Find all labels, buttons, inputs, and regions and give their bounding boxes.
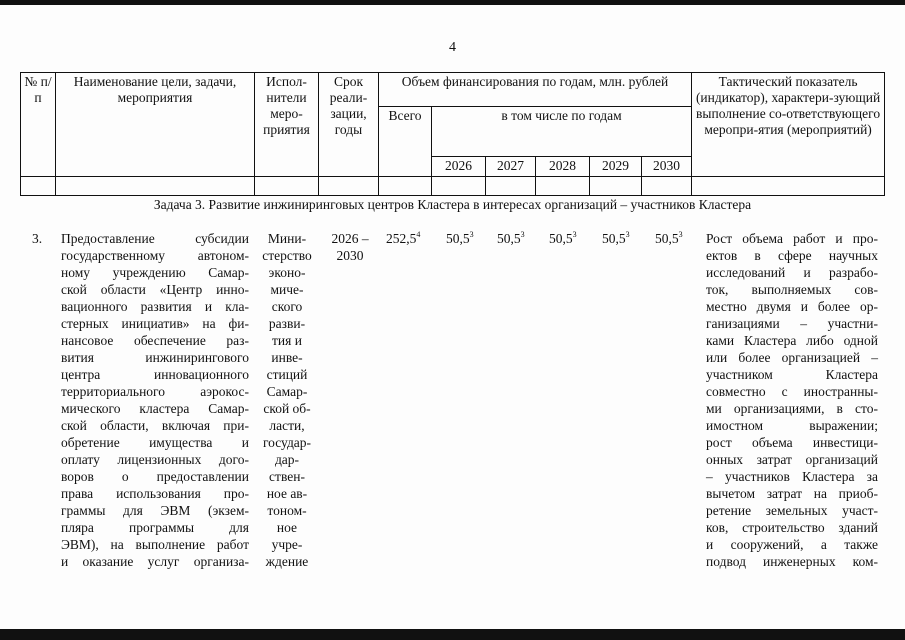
indicator-line: или более организацией – bbox=[706, 350, 878, 365]
name-line: обретение имущества и bbox=[61, 435, 249, 450]
empty-cell bbox=[486, 177, 536, 196]
page-number: 4 bbox=[449, 40, 456, 55]
executor-line: Самар- bbox=[266, 384, 308, 399]
header-num: № п/п bbox=[21, 73, 56, 177]
indicator-line: ками Кластера либо одной bbox=[706, 333, 878, 348]
footnote-mark: 3 bbox=[520, 229, 525, 239]
footnote-mark: 3 bbox=[469, 229, 474, 239]
name-line: оплату лицензионных дого- bbox=[61, 452, 249, 467]
term-line: 2030 bbox=[336, 248, 364, 263]
indicator-line: исследований и разрабо- bbox=[706, 265, 878, 280]
name-line: Предоставление субсидии bbox=[61, 231, 249, 246]
name-line: территориального аэрокос- bbox=[61, 384, 249, 399]
empty-cell bbox=[379, 177, 432, 196]
header-year-2026: 2026 bbox=[432, 157, 486, 177]
executor-line: Мини- bbox=[267, 231, 307, 246]
empty-cell bbox=[692, 177, 885, 196]
executor-line: тоном- bbox=[267, 503, 307, 518]
header-name: Наименование цели, задачи, мероприятия bbox=[56, 73, 255, 177]
indicator-line: подвод инженерных ком- bbox=[706, 554, 878, 569]
header-term: Срок реали-зации, годы bbox=[319, 73, 379, 177]
empty-cell bbox=[536, 177, 590, 196]
name-line: ЭВМ), на выполнение работ bbox=[61, 537, 249, 552]
name-line: пляра программы для bbox=[61, 520, 249, 535]
funding-value: 50,5 bbox=[549, 231, 573, 246]
footnote-mark: 3 bbox=[625, 229, 630, 239]
funding-value: 50,5 bbox=[446, 231, 470, 246]
funding-2026 bbox=[446, 230, 474, 247]
footnote-mark: 3 bbox=[572, 229, 577, 239]
funding-2028 bbox=[549, 230, 577, 247]
name-line: центра инновационного bbox=[61, 367, 249, 382]
header-by-year: в том числе по годам bbox=[432, 107, 692, 157]
empty-cell bbox=[21, 177, 56, 196]
indicator-line: ми организациями, в сто- bbox=[706, 401, 878, 416]
indicator-line: ков, строительство зданий bbox=[706, 520, 878, 535]
empty-cell bbox=[56, 177, 255, 196]
empty-cell bbox=[642, 177, 692, 196]
header-table bbox=[20, 72, 885, 196]
term-line: 2026 – bbox=[331, 231, 369, 246]
task-title: Задача 3. Развитие инжиниринговых центров Кластера в интересах организаций – участников Кластера bbox=[153, 197, 752, 212]
activity-term bbox=[327, 230, 373, 264]
empty-cell bbox=[432, 177, 486, 196]
name-line: ному учреждению Самар- bbox=[61, 265, 249, 280]
indicator-line: ток, выполняемых сов- bbox=[706, 282, 878, 297]
indicator-line: ретение земельных участ- bbox=[706, 503, 878, 518]
executor-line: миче- bbox=[270, 282, 304, 297]
funding-value: 50,5 bbox=[655, 231, 679, 246]
indicator-line: участником Кластера bbox=[706, 367, 878, 382]
executor-line: эконо- bbox=[268, 265, 306, 280]
name-line: права использования про- bbox=[61, 486, 249, 501]
indicator-line: ектов в сфере научных bbox=[706, 248, 878, 263]
name-line: ской области, включая при- bbox=[61, 418, 249, 433]
empty-cell bbox=[590, 177, 642, 196]
funding-total bbox=[386, 230, 420, 247]
executor-line: разви- bbox=[268, 316, 306, 331]
executor-line: ласти, bbox=[269, 418, 305, 433]
header-year-2029: 2029 bbox=[590, 157, 642, 177]
funding-total-value: 252,5 bbox=[386, 231, 417, 246]
executor-line: учре- bbox=[271, 537, 303, 552]
indicator-line: рост объема инвестици- bbox=[706, 435, 878, 450]
indicator-line: и сооружений, а также bbox=[706, 537, 878, 552]
executor-line: ждение bbox=[265, 554, 309, 569]
bottom-border bbox=[0, 629, 905, 640]
empty-cell bbox=[255, 177, 319, 196]
executor-line: ской об- bbox=[263, 401, 311, 416]
row-number: 3. bbox=[32, 231, 43, 246]
executor-line: стиций bbox=[266, 367, 308, 382]
executor-line: ное bbox=[276, 520, 298, 535]
name-line: воров о предоставлении bbox=[61, 469, 249, 484]
header-funding: Объем финансирования по годам, млн. рублей bbox=[379, 73, 692, 107]
indicator-line: – участников Кластера за bbox=[706, 469, 878, 484]
executor-line: ского bbox=[271, 299, 303, 314]
name-line: граммы для ЭВМ (экзем- bbox=[61, 503, 249, 518]
activity-name bbox=[61, 230, 249, 570]
executor-line: ствен- bbox=[269, 469, 305, 484]
name-line: вационного развития и кла- bbox=[61, 299, 249, 314]
top-border bbox=[0, 0, 905, 5]
name-line: мического кластера Самар- bbox=[61, 401, 249, 416]
header-executor: Испол-нители меро-приятия bbox=[255, 73, 319, 177]
name-line: стерных инициатив» на фи- bbox=[61, 316, 249, 331]
funding-2030 bbox=[655, 230, 683, 247]
indicator-line: вычетом затрат на приоб- bbox=[706, 486, 878, 501]
name-line: государственному автоном- bbox=[61, 248, 249, 263]
executor-line: тия и bbox=[272, 333, 302, 348]
funding-value: 50,5 bbox=[602, 231, 626, 246]
activity-indicator bbox=[706, 230, 878, 570]
executor-line: государ- bbox=[262, 435, 312, 450]
header-total: Всего bbox=[379, 107, 432, 177]
name-line: ской области «Центр инно- bbox=[61, 282, 249, 297]
footnote-mark: 4 bbox=[416, 229, 421, 239]
header-year-2030: 2030 bbox=[642, 157, 692, 177]
indicator-line: совместно с иностранны- bbox=[706, 384, 878, 399]
header-year-2027: 2027 bbox=[486, 157, 536, 177]
funding-2027 bbox=[497, 230, 525, 247]
executor-line: стерство bbox=[262, 248, 312, 263]
indicator-line: местно двумя и более ор- bbox=[706, 299, 878, 314]
footnote-mark: 3 bbox=[678, 229, 683, 239]
empty-cell bbox=[319, 177, 379, 196]
activity-executor bbox=[255, 230, 319, 570]
executor-line: дар- bbox=[274, 452, 300, 467]
indicator-line: онных затрат организаций bbox=[706, 452, 878, 467]
funding-2029 bbox=[602, 230, 630, 247]
executor-line: ное ав- bbox=[266, 486, 308, 501]
name-line: и оказание услуг организа- bbox=[61, 554, 249, 569]
indicator-line: Рост объема работ и про- bbox=[706, 231, 878, 246]
name-line: нансовое обеспечение раз- bbox=[61, 333, 249, 348]
header-year-2028: 2028 bbox=[536, 157, 590, 177]
executor-line: инве- bbox=[271, 350, 303, 365]
name-line: вития инжинирингового bbox=[61, 350, 249, 365]
indicator-line: имостном выражении; bbox=[706, 418, 878, 433]
funding-value: 50,5 bbox=[497, 231, 521, 246]
indicator-line: ганизациями – участни- bbox=[706, 316, 878, 331]
header-indicator: Тактический показатель (индикатор), характери-зующий выполнение со-ответствующего меропри-ятия (мероприятий) bbox=[692, 73, 885, 177]
